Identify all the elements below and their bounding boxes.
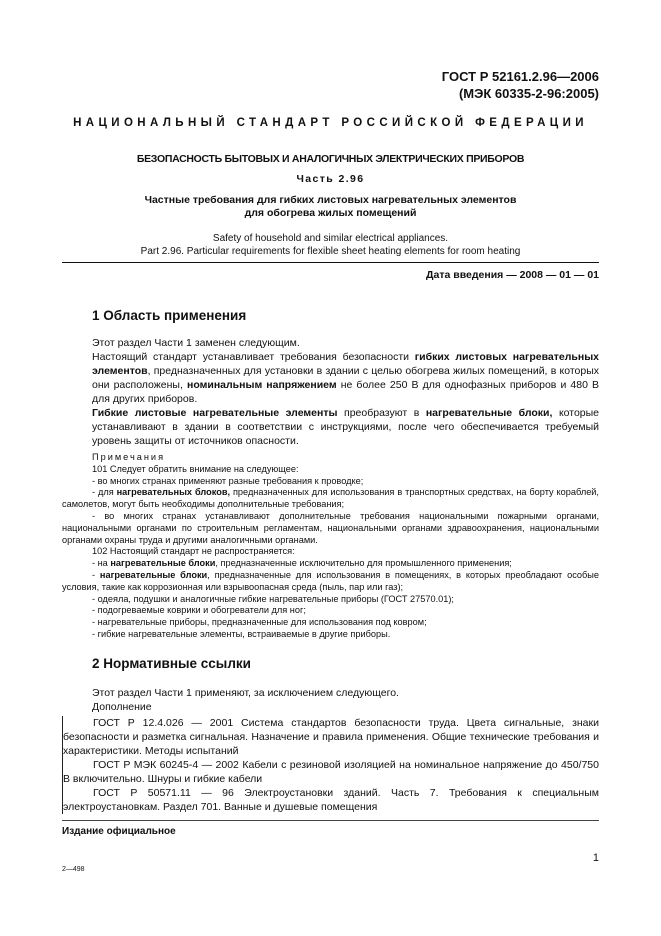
document-subtitle bbox=[62, 194, 599, 220]
note: 102 Настоящий стандарт не распространяется: bbox=[92, 546, 295, 557]
document-title: БЕЗОПАСНОСТЬ БЫТОВЫХ И АНАЛОГИЧНЫХ ЭЛЕКТРИЧЕСКИХ ПРИБОРОВ bbox=[136, 153, 525, 165]
text: преобразуют в bbox=[337, 407, 426, 419]
section-2-heading: 2 Нормативные ссылки bbox=[92, 656, 251, 671]
note-item: - нагревательные приборы, предназначенные для использования под ковром; bbox=[92, 617, 427, 628]
reference-item: ГОСТ Р 12.4.026 — 2001 Система стандартов безопасности труда. Цвета сигнальные, знаки безопасности и разметка сигнальная. Назначение и правила применения. Общие технические требования и характеристики. Методы испытаний bbox=[63, 717, 599, 757]
text: Настоящий стандарт устанавливает требования безопасности bbox=[92, 351, 415, 363]
term: нагревательные блоки bbox=[99, 569, 208, 580]
note-item bbox=[62, 487, 599, 511]
edition-label: Издание официальное bbox=[62, 826, 176, 837]
section-1-heading: 1 Область применения bbox=[92, 308, 247, 323]
term: гибких листовых нагревательных элементов bbox=[92, 351, 599, 377]
section-2-body bbox=[92, 686, 599, 714]
paragraph bbox=[92, 350, 599, 406]
note-item bbox=[62, 570, 599, 594]
text: , предназначенных для установки в здании с целью обогрева жилых помещений, в которых они расположены, bbox=[92, 365, 599, 391]
paragraph: Дополнение bbox=[92, 701, 152, 713]
note: 101 Следует обратить внимание на следующее: bbox=[92, 463, 299, 474]
page-number: 1 bbox=[592, 852, 599, 864]
introduction-date: Дата введения — 2008 — 01 — 01 bbox=[426, 269, 599, 281]
english-title bbox=[62, 232, 599, 258]
term: номинальным напряжением bbox=[186, 379, 337, 391]
term: нагревательные блоки bbox=[110, 558, 216, 569]
note-item: - гибкие нагревательные элементы, встраиваемые в другие приборы. bbox=[92, 628, 391, 639]
text: - для bbox=[92, 487, 117, 498]
section-1-notes bbox=[62, 452, 599, 641]
iec-number: (МЭК 60335-2-96:2005) bbox=[458, 86, 599, 101]
header-divider bbox=[62, 262, 599, 263]
subtitle-line: для обогрева жилых помещений bbox=[244, 207, 417, 219]
term: нагревательных блоков, bbox=[116, 487, 231, 498]
english-title-line: Part 2.96. Particular requirements for flexible sheet heating elements for room heating bbox=[140, 246, 521, 257]
english-title-line: Safety of household and similar electrical appliances. bbox=[212, 233, 449, 244]
text: которые устанавливают в здании в соответствии с инструкциями, после чего обеспечивается требуемый уровень защиты от источников опасности. bbox=[92, 407, 600, 447]
text: - bbox=[92, 569, 100, 580]
text: предназначенных для использования в транспортных средствах, на борту кораблей, самолетов, могут быть необходимы дополнительные требования; bbox=[62, 487, 599, 510]
text: , предназначенные для использования в помещениях, в которых преобладают особые условия, такие как коррозионная или взрывоопасная среда (пыль, пар или газ); bbox=[62, 569, 599, 592]
paragraph bbox=[92, 406, 599, 448]
sheet-code: 2—498 bbox=[62, 866, 85, 873]
part-number: Часть 2.96 bbox=[296, 173, 365, 185]
notes-title: Примечания bbox=[92, 452, 166, 462]
footer-divider bbox=[62, 820, 599, 821]
note-item: - одеяла, подушки и аналогичные гибкие нагревательные приборы (ГОСТ 27570.01); bbox=[92, 593, 454, 604]
subtitle-line: Частные требования для гибких листовых нагревательных элементов bbox=[144, 194, 517, 206]
note-item: - подогреваемые коврики и обогреватели для ног; bbox=[92, 605, 306, 616]
paragraph: Этот раздел Части 1 применяют, за исключением следующего. bbox=[92, 687, 399, 699]
reference-item: ГОСТ Р МЭК 60245-4 — 2002 Кабели с резиновой изоляцией на номинальное напряжение до 450/750 В включительно. Шнуры и гибкие кабели bbox=[63, 759, 599, 785]
paragraph: Этот раздел Части 1 заменен следующим. bbox=[92, 337, 300, 349]
term: нагревательные блоки, bbox=[425, 407, 553, 419]
text: не более 250 В для однофазных приборов и 480 В для других приборов. bbox=[92, 379, 599, 405]
term: Гибкие листовые нагревательные элементы bbox=[92, 407, 338, 419]
gost-number: ГОСТ Р 52161.2.96—2006 bbox=[441, 69, 599, 84]
text: - на bbox=[92, 558, 111, 569]
text: , предназначенные исключительно для промышленного применения; bbox=[215, 558, 512, 569]
note-item: - во многих странах устанавливают дополнительные требования национальными пожарными органами, национальными органами по строительным регламентам, национальными органами здравоохранения, национальными органами охраны труда и другими аналогичными органами. bbox=[62, 510, 599, 545]
normative-references bbox=[62, 716, 599, 814]
note-item: - во многих странах применяют разные требования к проводке; bbox=[92, 475, 364, 486]
standard-number-block bbox=[279, 68, 599, 102]
reference-item: ГОСТ Р 50571.11 — 96 Электроустановки зданий. Часть 7. Требования к специальным электроустановкам. Раздел 701. Ванные и душевые помещения bbox=[63, 787, 599, 813]
note-item bbox=[62, 558, 599, 570]
section-1-body bbox=[92, 336, 599, 448]
national-standard-heading: НАЦИОНАЛЬНЫЙ СТАНДАРТ РОССИЙСКОЙ ФЕДЕРАЦИИ bbox=[73, 117, 588, 129]
